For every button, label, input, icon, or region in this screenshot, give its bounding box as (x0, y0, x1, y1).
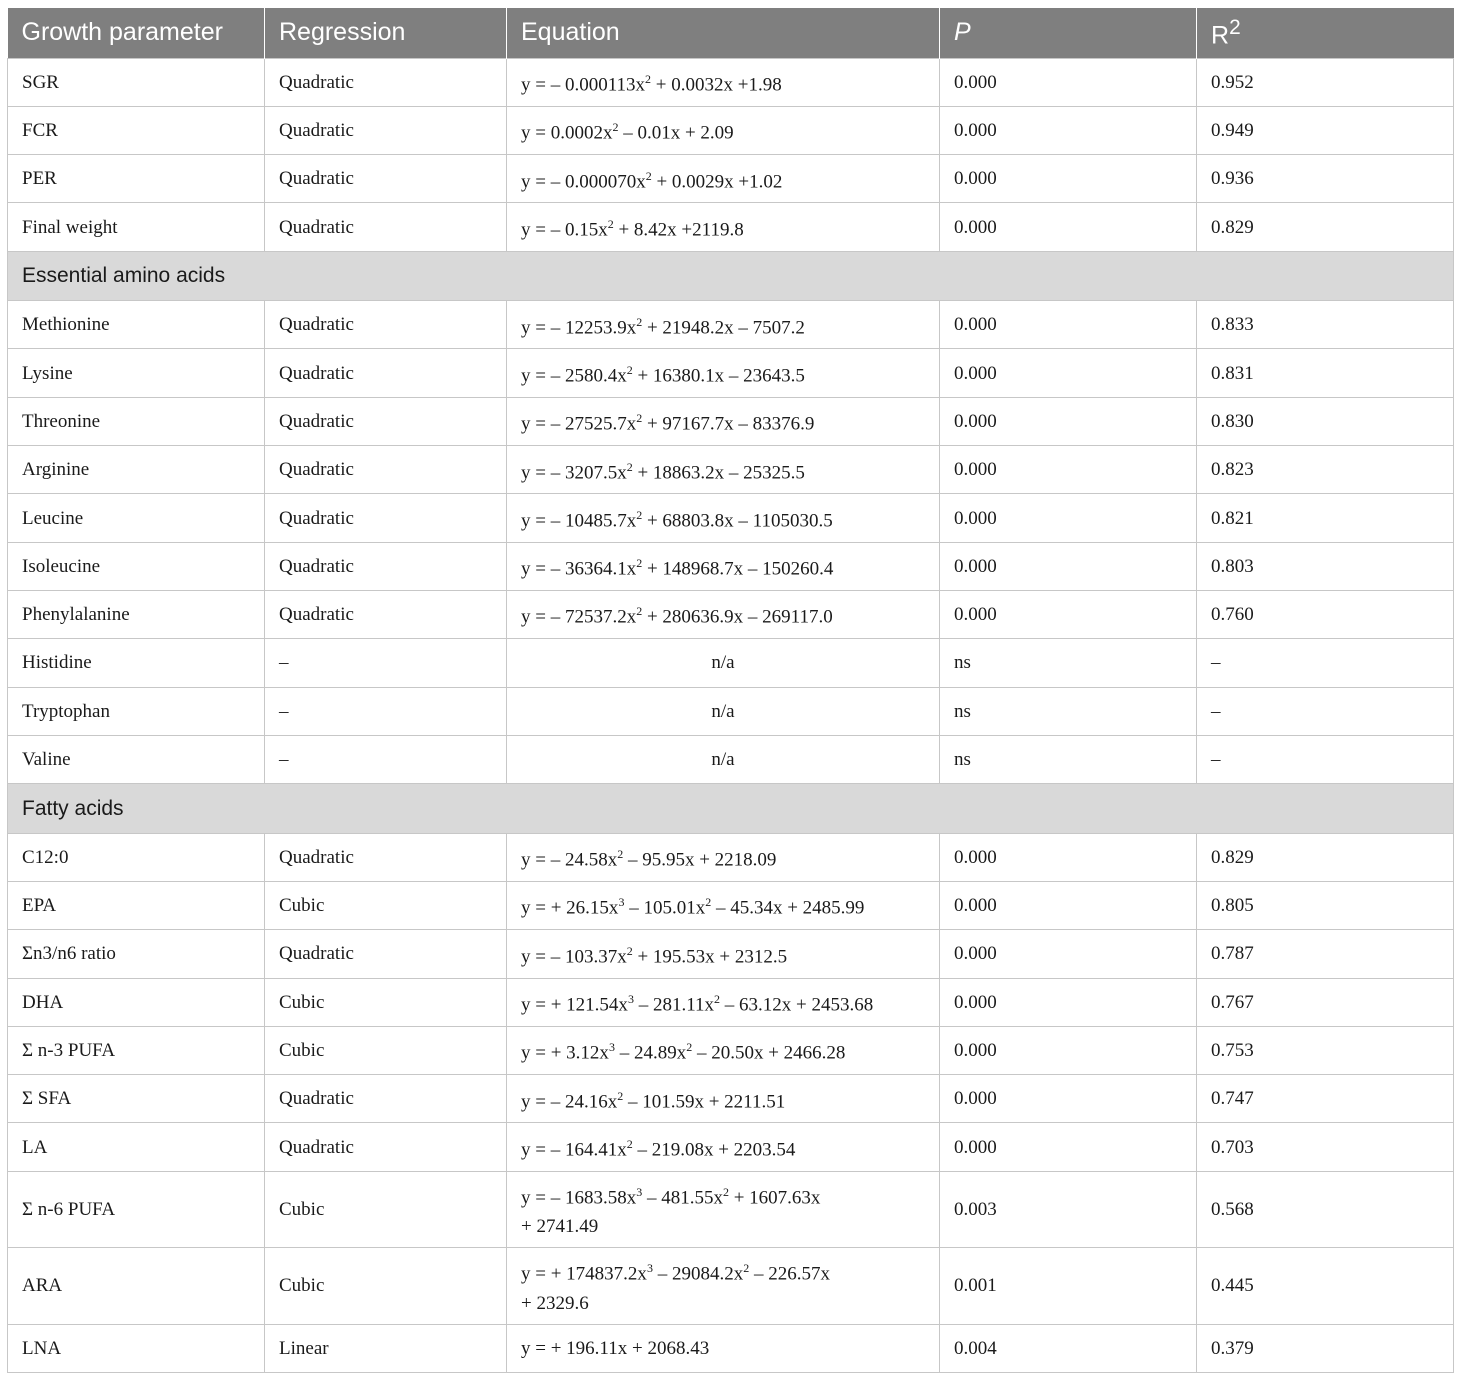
cell-regression: – (265, 639, 507, 687)
cell-r2: 0.823 (1197, 446, 1454, 494)
cell-equation: y = – $27525.7x^2 + 97167.7x - 83376.9$ (507, 397, 940, 445)
table-row (8, 590, 1454, 638)
cell-parameter: Σn3/n6 ratio (8, 930, 265, 978)
table-body (8, 58, 1454, 1373)
cell-p: 0.000 (940, 349, 1197, 397)
table-row (8, 1075, 1454, 1123)
cell-r2: 0.833 (1197, 301, 1454, 349)
cell-r2: – (1197, 735, 1454, 783)
cell-parameter: PER (8, 155, 265, 203)
cell-equation: y = + $174837.2x^3 - 29084.2x^2 - 226.57x$ + 2329.6 (507, 1248, 940, 1325)
cell-r2: 0.821 (1197, 494, 1454, 542)
cell-r2: – (1197, 639, 1454, 687)
cell-parameter: Histidine (8, 639, 265, 687)
table-row (8, 349, 1454, 397)
exponent: 3 (636, 1184, 643, 1199)
cell-p: 0.003 (940, 1171, 1197, 1248)
section-row (8, 784, 1454, 834)
cell-p: 0.000 (940, 881, 1197, 929)
cell-r2: 0.936 (1197, 155, 1454, 203)
cell-equation: y = – $0.000070x^2 + 0.0029x +1.02$ (507, 155, 940, 203)
cell-parameter: LNA (8, 1324, 265, 1372)
cell-equation: y = – $12253.9x^2 + 21948.2x - 7507.2$ (507, 301, 940, 349)
cell-equation: y = – $1683.58x^3 - 481.55x^2 + 1607.63x$ + 2741.49 (507, 1171, 940, 1248)
exponent: 2 (686, 1040, 693, 1055)
cell-p: ns (940, 639, 1197, 687)
section-label: Fatty acids (8, 784, 1454, 834)
cell-p: 0.000 (940, 1123, 1197, 1171)
cell-regression: Linear (265, 1324, 507, 1372)
cell-p: 0.000 (940, 1026, 1197, 1074)
table-row (8, 687, 1454, 735)
cell-p: 0.000 (940, 494, 1197, 542)
cell-equation: y = – $0.000113x^2 + 0.0032x +1.98$ (507, 58, 940, 106)
cell-regression: – (265, 735, 507, 783)
cell-parameter: Phenylalanine (8, 590, 265, 638)
table-row (8, 833, 1454, 881)
cell-equation: y = – $72537.2x^2 + 280636.9x - 269117.0$ (507, 590, 940, 638)
cell-p: 0.000 (940, 106, 1197, 154)
cell-p: 0.000 (940, 397, 1197, 445)
table-row (8, 1026, 1454, 1074)
cell-equation: y = – $24.58x^2 - 95.95x + 2218.09$ (507, 833, 940, 881)
cell-regression: Quadratic (265, 203, 507, 251)
cell-r2: 0.803 (1197, 542, 1454, 590)
cell-parameter: DHA (8, 978, 265, 1026)
cell-p: 0.000 (940, 301, 1197, 349)
cell-p: 0.000 (940, 446, 1197, 494)
table-row (8, 155, 1454, 203)
cell-p: 0.004 (940, 1324, 1197, 1372)
cell-parameter: Σ SFA (8, 1075, 265, 1123)
table-row (8, 301, 1454, 349)
cell-parameter: Lysine (8, 349, 265, 397)
exponent: 2 (743, 1261, 750, 1276)
cell-equation: n/a (507, 687, 940, 735)
table-row (8, 735, 1454, 783)
cell-r2: 0.829 (1197, 203, 1454, 251)
cell-equation: y = – $36364.1x^2 + 148968.7x - 150260.4$ (507, 542, 940, 590)
cell-r2: 0.760 (1197, 590, 1454, 638)
exponent: 2 (636, 604, 643, 619)
cell-parameter: EPA (8, 881, 265, 929)
cell-regression: Quadratic (265, 590, 507, 638)
table-row (8, 1324, 1454, 1372)
cell-regression: Quadratic (265, 301, 507, 349)
cell-equation: y = – $24.16x^2 - 101.59x + 2211.51$ (507, 1075, 940, 1123)
cell-equation: n/a (507, 735, 940, 783)
cell-parameter: LA (8, 1123, 265, 1171)
table-row (8, 881, 1454, 929)
header-regression: Regression (265, 8, 507, 58)
cell-r2: 0.830 (1197, 397, 1454, 445)
cell-regression: Quadratic (265, 106, 507, 154)
cell-p: ns (940, 735, 1197, 783)
cell-regression: Cubic (265, 881, 507, 929)
cell-p: 0.000 (940, 155, 1197, 203)
cell-p: 0.000 (940, 978, 1197, 1026)
header-p-label: P (954, 18, 971, 47)
cell-r2: 0.952 (1197, 58, 1454, 106)
exponent: 2 (722, 1184, 729, 1199)
cell-r2: 0.753 (1197, 1026, 1454, 1074)
table-container (7, 8, 1453, 1373)
exponent: 2 (626, 459, 633, 474)
cell-r2: – (1197, 687, 1454, 735)
cell-equation: y = – $2580.4x^2 + 16380.1x - 23643.5$ (507, 349, 940, 397)
exponent: 2 (636, 314, 643, 329)
exponent: 2 (626, 1136, 633, 1151)
cell-r2: 0.747 (1197, 1075, 1454, 1123)
cell-equation: y = – $10485.7x^2 + 68803.8x - 1105030.5$ (507, 494, 940, 542)
table-row (8, 58, 1454, 106)
table-row (8, 203, 1454, 251)
cell-r2: 0.767 (1197, 978, 1454, 1026)
header-p (940, 8, 1197, 58)
cell-parameter: Leucine (8, 494, 265, 542)
exponent: 2 (617, 847, 624, 862)
exponent: 2 (713, 992, 720, 1007)
cell-regression: Cubic (265, 1248, 507, 1325)
cell-parameter: FCR (8, 106, 265, 154)
cell-parameter: C12:0 (8, 833, 265, 881)
section-label: Essential amino acids (8, 251, 1454, 301)
cell-p: 0.001 (940, 1248, 1197, 1325)
table-row (8, 639, 1454, 687)
cell-regression: Quadratic (265, 494, 507, 542)
exponent: 2 (636, 507, 643, 522)
cell-p: 0.000 (940, 930, 1197, 978)
exponent: 2 (612, 120, 619, 135)
cell-r2: 0.949 (1197, 106, 1454, 154)
cell-parameter: ARA (8, 1248, 265, 1325)
cell-equation: y = + $26.15x^3 - 105.01x^2 - 45.34x + 2485.99$ (507, 881, 940, 929)
cell-regression: Quadratic (265, 58, 507, 106)
cell-r2: 0.445 (1197, 1248, 1454, 1325)
cell-regression: Cubic (265, 978, 507, 1026)
cell-regression: Quadratic (265, 833, 507, 881)
table-row (8, 397, 1454, 445)
exponent: 3 (608, 1040, 615, 1055)
exponent: 3 (646, 1261, 653, 1276)
exponent: 3 (618, 895, 625, 910)
cell-r2: 0.805 (1197, 881, 1454, 929)
cell-parameter: Methionine (8, 301, 265, 349)
cell-regression: – (265, 687, 507, 735)
table-row (8, 1171, 1454, 1248)
cell-equation: n/a (507, 639, 940, 687)
cell-parameter: SGR (8, 58, 265, 106)
exponent: 2 (617, 1088, 624, 1103)
cell-p: 0.000 (940, 1075, 1197, 1123)
cell-parameter: Threonine (8, 397, 265, 445)
header-equation: Equation (507, 8, 940, 58)
cell-equation: y = – $3207.5x^2 + 18863.2x - 25325.5$ (507, 446, 940, 494)
cell-parameter: Σ n-3 PUFA (8, 1026, 265, 1074)
exponent: 2 (626, 362, 633, 377)
cell-r2: 0.703 (1197, 1123, 1454, 1171)
cell-equation: y = – $103.37x^2 + 195.53x + 2312.5$ (507, 930, 940, 978)
table-row (8, 542, 1454, 590)
cell-regression: Cubic (265, 1171, 507, 1248)
cell-p: 0.000 (940, 590, 1197, 638)
cell-regression: Quadratic (265, 397, 507, 445)
cell-equation: y = + $121.54x^3 - 281.11x^2 - 63.12x + 2453.68$ (507, 978, 940, 1026)
table-row (8, 1123, 1454, 1171)
cell-equation: y = – $164.41x^2 - 219.08x + 2203.54$ (507, 1123, 940, 1171)
header-r2-superscript: 2 (1229, 15, 1241, 39)
cell-p: ns (940, 687, 1197, 735)
cell-equation: y = + $3.12x^3 - 24.89x^2 - 20.50x + 2466.28$ (507, 1026, 940, 1074)
table-row (8, 978, 1454, 1026)
header-growth-parameter: Growth parameter (8, 8, 265, 58)
cell-r2: 0.379 (1197, 1324, 1454, 1372)
cell-parameter: Final weight (8, 203, 265, 251)
exponent: 3 (627, 992, 634, 1007)
cell-parameter: Σ n-6 PUFA (8, 1171, 265, 1248)
section-row (8, 251, 1454, 301)
header-row (8, 8, 1454, 58)
cell-regression: Quadratic (265, 1075, 507, 1123)
regression-table (7, 8, 1454, 1373)
table-row (8, 446, 1454, 494)
exponent: 2 (636, 556, 643, 571)
table-row (8, 1248, 1454, 1325)
cell-r2: 0.568 (1197, 1171, 1454, 1248)
cell-parameter: Arginine (8, 446, 265, 494)
cell-r2: 0.829 (1197, 833, 1454, 881)
cell-r2: 0.787 (1197, 930, 1454, 978)
cell-regression: Quadratic (265, 542, 507, 590)
cell-equation: y = + 196.11x + 2068.43 (507, 1324, 940, 1372)
cell-parameter: Isoleucine (8, 542, 265, 590)
exponent: 2 (636, 411, 643, 426)
cell-p: 0.000 (940, 203, 1197, 251)
cell-regression: Quadratic (265, 446, 507, 494)
cell-parameter: Valine (8, 735, 265, 783)
table-row (8, 494, 1454, 542)
cell-regression: Cubic (265, 1026, 507, 1074)
cell-equation: y = – $0.15x^2 + 8.42x +2119.8$ (507, 203, 940, 251)
header-r2: $R^2$ (1197, 8, 1454, 58)
cell-regression: Quadratic (265, 155, 507, 203)
cell-regression: Quadratic (265, 349, 507, 397)
exponent: 2 (645, 71, 652, 86)
cell-p: 0.000 (940, 542, 1197, 590)
cell-p: 0.000 (940, 833, 1197, 881)
table-row (8, 930, 1454, 978)
cell-r2: 0.831 (1197, 349, 1454, 397)
cell-equation: $y = 0.0002x^2 - 0.01x + 2.09$ (507, 106, 940, 154)
cell-p: 0.000 (940, 58, 1197, 106)
exponent: 2 (645, 168, 652, 183)
cell-regression: Quadratic (265, 930, 507, 978)
exponent: 2 (626, 943, 633, 958)
cell-parameter: Tryptophan (8, 687, 265, 735)
exponent: 2 (607, 216, 614, 231)
cell-regression: Quadratic (265, 1123, 507, 1171)
table-row (8, 106, 1454, 154)
exponent: 2 (705, 895, 712, 910)
